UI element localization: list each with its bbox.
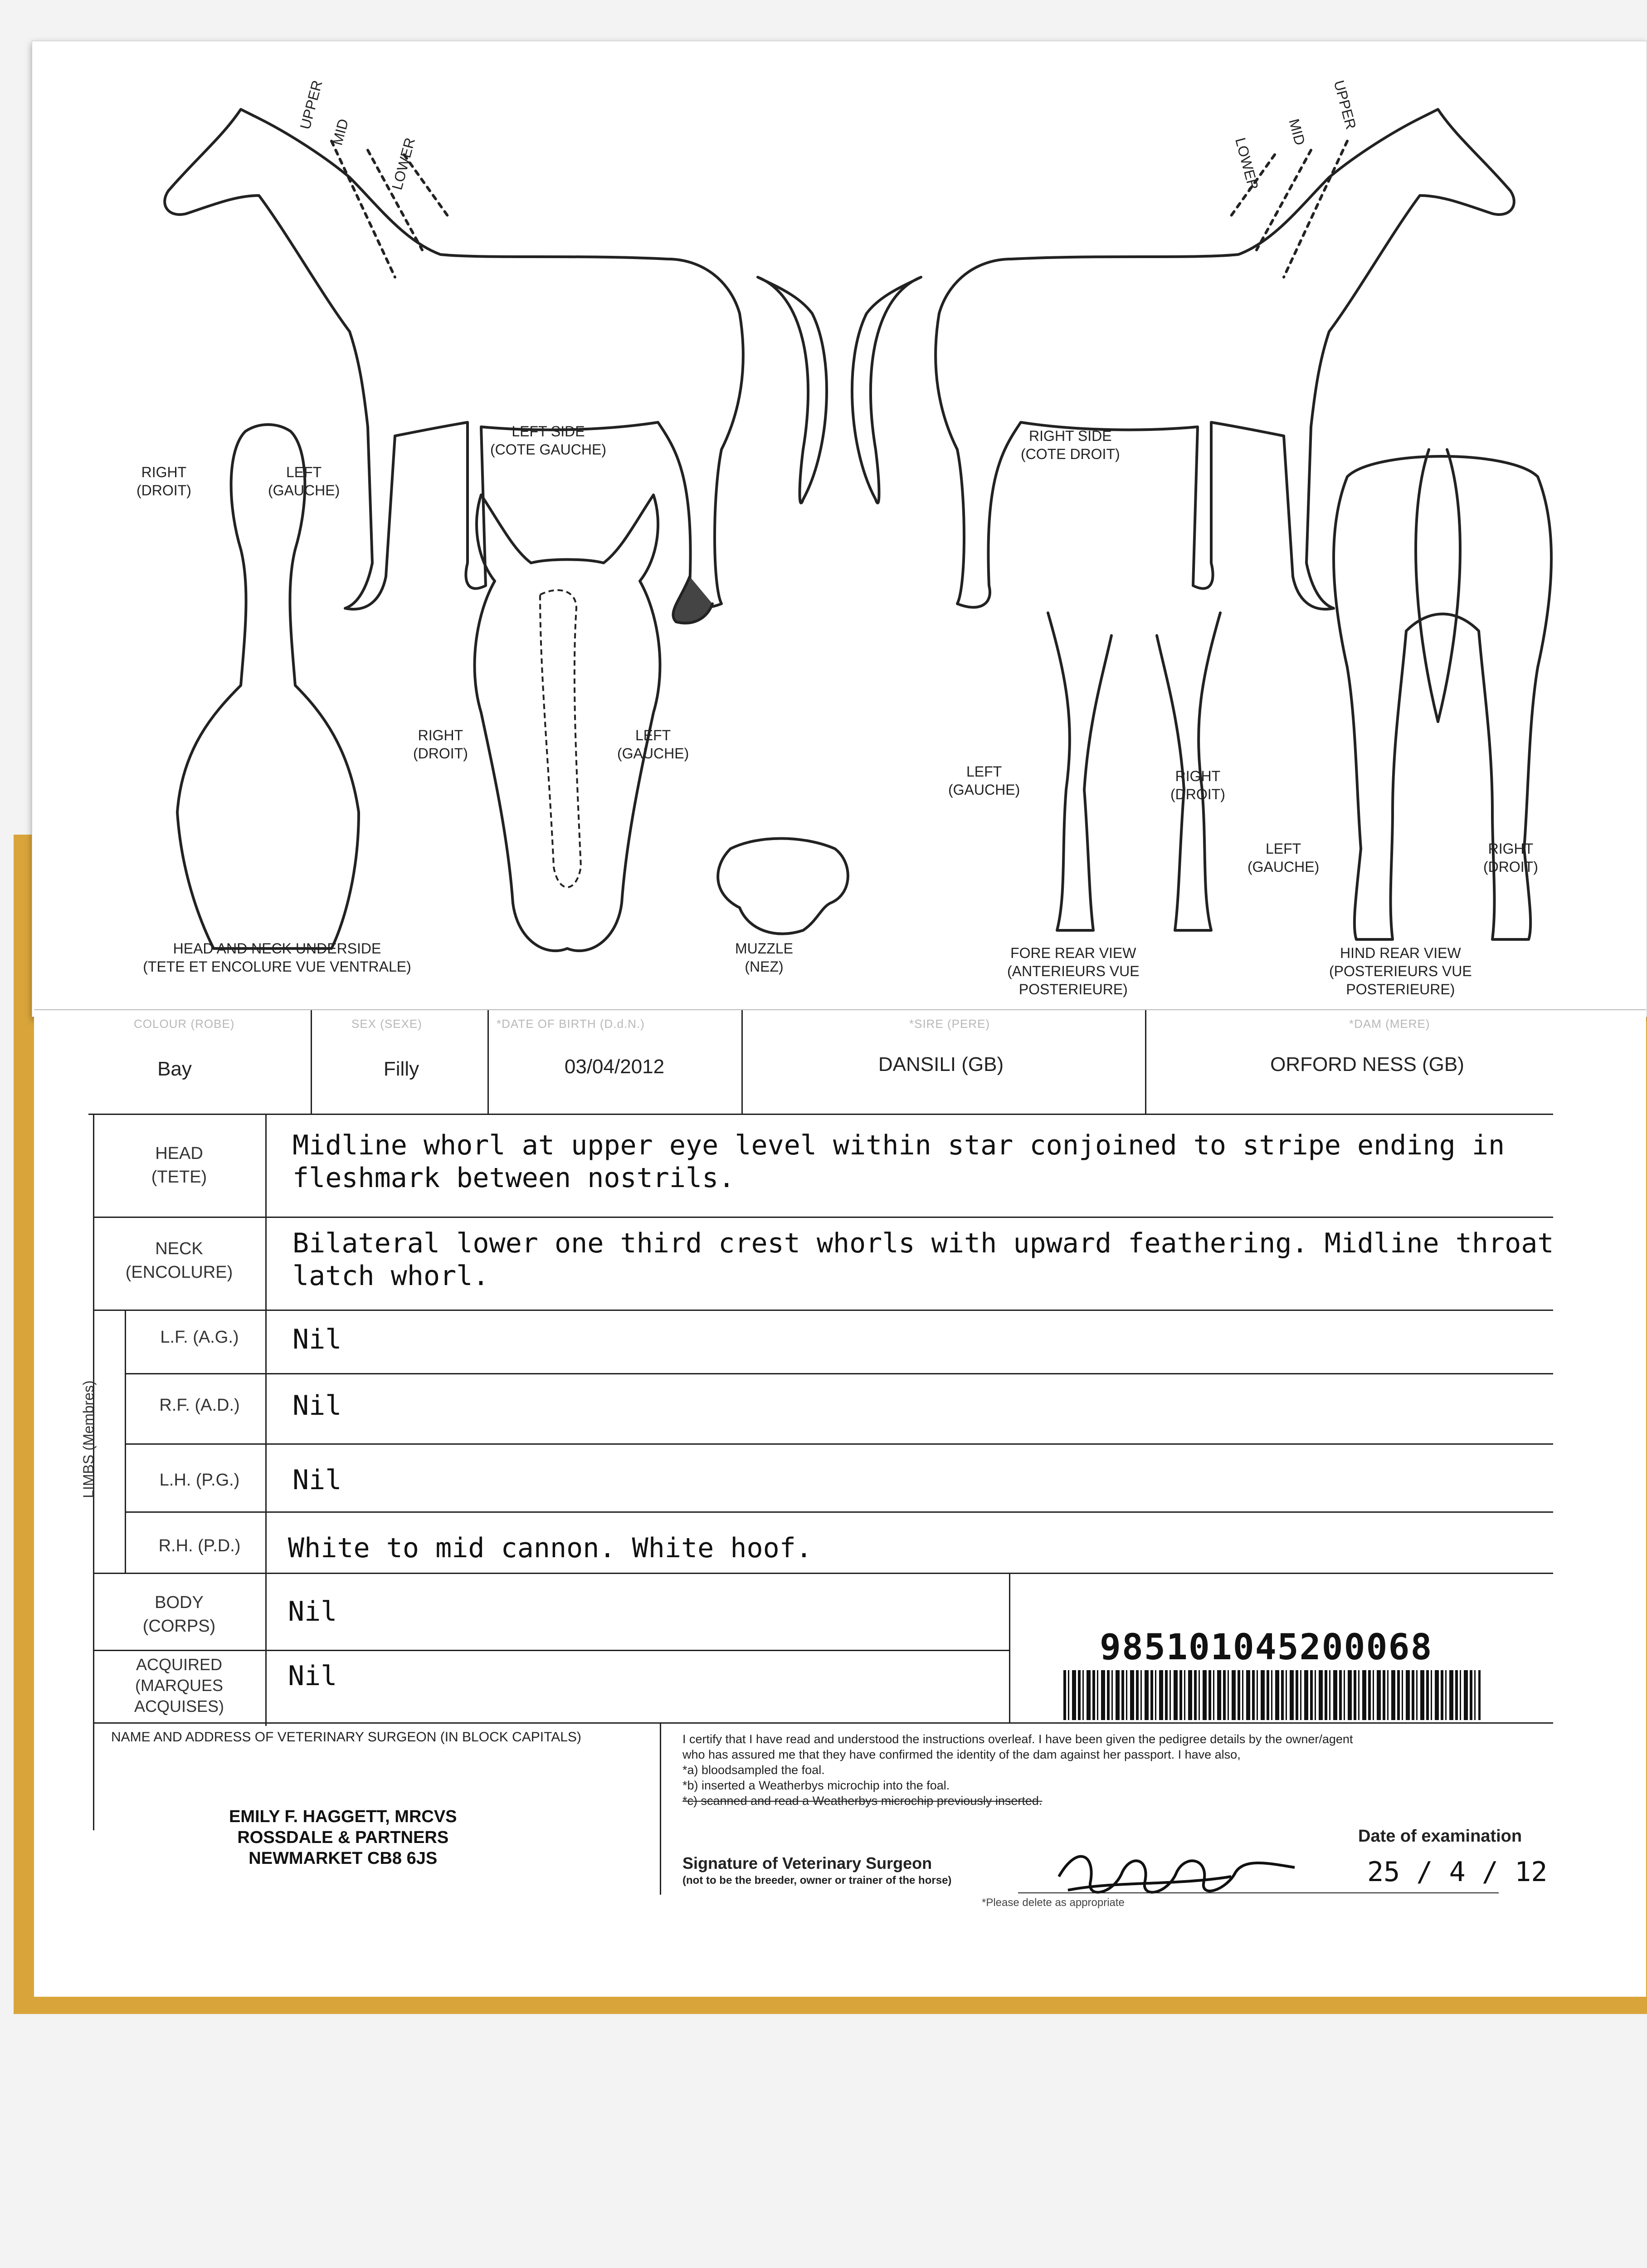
exam-date <box>1367 1856 1547 1888</box>
sex-header: SEX (SEXE) <box>351 1017 422 1031</box>
fore-right-label: RIGHT (DROIT) <box>1170 768 1225 802</box>
label-column-rule <box>265 1114 267 1726</box>
lf-marking-text: Nil <box>292 1324 342 1355</box>
date-label: Date of examination <box>1358 1827 1522 1846</box>
head-left-label: LEFT (GAUCHE) <box>617 727 689 762</box>
vet-section-rule <box>93 1722 1553 1724</box>
head-marking-text: Midline whorl at upper eye level within star conjoined to stripe ending in fleshmark between nostrils. <box>292 1129 1505 1194</box>
head-right-label: RIGHT (DROIT) <box>413 727 468 762</box>
colour-header: COLOUR (ROBE) <box>134 1017 235 1031</box>
right-side-label: RIGHT SIDE (COTE DROIT) <box>1021 428 1120 462</box>
rf-marking-text: Nil <box>292 1390 342 1422</box>
certify-text: I certify that I have read and understood the instructions overleaf. I have been given the pedigree details by the owner/agent who has assured me that they have confirmed the identity of the dam against her passport. I have also, *a) bloodsampled the foal. *b) inserted a Weatherbys microchip into the foal. *c) scanned and read a Weatherbys microchip previously inserted. <box>682 1732 1353 1808</box>
left-side-label: LEFT SIDE (COTE GAUCHE) <box>490 423 606 458</box>
exam-date-month: 4 <box>1449 1856 1466 1888</box>
vet-divider <box>660 1722 661 1895</box>
fore-left-label: LEFT (GAUCHE) <box>948 763 1020 798</box>
neck-zone-upper-right: UPPER <box>1330 78 1360 131</box>
neck-rule <box>93 1310 1553 1311</box>
dam-header: *DAM (MERE) <box>1349 1017 1430 1031</box>
signature-line <box>1018 1892 1499 1893</box>
hind-rear-view-label: HIND REAR VIEW (POSTERIEURS VUE POSTERIEURE) <box>1329 945 1472 997</box>
acquired-marking-text: Nil <box>288 1660 337 1692</box>
lh-label: L.H. (P.G.) <box>159 1471 240 1490</box>
hind-right-label: RIGHT (DROIT) <box>1483 841 1538 875</box>
limbs-group-rule <box>125 1310 126 1573</box>
neck-marking-text: Bilateral lower one third crest whorls with upward feathering. Midline throat latch whorl. <box>292 1227 1554 1292</box>
head-neck-underside-label: HEAD AND NECK UNDERSIDE (TETE ET ENCOLURE VUE VENTRALE) <box>143 940 411 975</box>
fore-rear-view-label: FORE REAR VIEW (ANTERIEURS VUE POSTERIEURE) <box>1007 945 1140 997</box>
sex-value: Filly <box>383 1058 419 1080</box>
neck-label: NECK (ENCOLURE) <box>125 1239 233 1282</box>
rf-label: R.F. (A.D.) <box>159 1396 240 1415</box>
hind-left-label: LEFT (GAUCHE) <box>1247 841 1320 875</box>
vet-name-label: NAME AND ADDRESS OF VETERINARY SURGEON (IN BLOCK CAPITALS) <box>111 1730 581 1745</box>
id-bottom-rule <box>88 1114 1553 1115</box>
id-divider-4 <box>1145 1010 1146 1114</box>
body-marking-text: Nil <box>288 1596 337 1628</box>
lf-rule <box>125 1373 1553 1374</box>
body-label: BODY (CORPS) <box>142 1593 216 1636</box>
neck-zone-mid-right: MID <box>1286 117 1309 147</box>
dob-value: 03/04/2012 <box>564 1056 665 1078</box>
neck-zone-lower-right: LOWER <box>1232 136 1262 192</box>
neck-zone-upper: UPPER <box>297 78 326 131</box>
diagram-page <box>32 41 1647 1017</box>
sire-value: DANSILI (GB) <box>878 1053 1004 1075</box>
left-side-horse-outline <box>165 109 827 623</box>
rh-label: R.H. (P.D.) <box>158 1536 241 1555</box>
delete-note: *Please delete as appropriate <box>982 1897 1125 1909</box>
lh-marking-text: Nil <box>292 1464 342 1496</box>
neck-zone-lower: LOWER <box>389 136 419 192</box>
head-front-outline <box>475 495 660 951</box>
id-divider-2 <box>487 1010 489 1114</box>
exam-date-sep-2: / <box>1481 1856 1515 1888</box>
exam-date-sep-1: / <box>1416 1856 1449 1888</box>
horse-outline-diagram <box>32 41 1647 1017</box>
muzzle-label: MUZZLE (NEZ) <box>735 940 793 975</box>
exam-date-year: 12 <box>1515 1856 1548 1888</box>
microchip-number: 985101045200068 <box>1100 1627 1433 1668</box>
rf-rule <box>125 1443 1553 1445</box>
id-divider-3 <box>741 1010 743 1114</box>
head-rule <box>93 1217 1553 1218</box>
microchip-barcode <box>1063 1670 1481 1720</box>
vet-stamp: EMILY F. HAGGETT, MRCVS ROSSDALE & PARTNERS NEWMARKET CB8 6JS <box>229 1807 457 1868</box>
underside-right-label: RIGHT (DROIT) <box>136 464 191 499</box>
neck-zone-mid: MID <box>329 117 352 147</box>
dam-value: ORFORD NESS (GB) <box>1270 1053 1464 1075</box>
lh-rule <box>125 1511 1553 1513</box>
exam-date-day: 25 <box>1367 1856 1400 1888</box>
signature-note: (not to be the breeder, owner or trainer of the horse) <box>682 1874 952 1887</box>
colour-value: Bay <box>157 1058 192 1080</box>
id-divider-1 <box>311 1010 312 1114</box>
dob-header: *DATE OF BIRTH (D.d.N.) <box>497 1017 645 1031</box>
form-page <box>34 1009 1646 1997</box>
underside-left-label: LEFT (GAUCHE) <box>268 464 340 499</box>
head-underside-outline <box>177 425 359 948</box>
lf-label: L.F. (A.G.) <box>160 1328 239 1347</box>
sire-header: *SIRE (PERE) <box>909 1017 990 1031</box>
hind-tail-outline <box>1416 450 1460 722</box>
rh-marking-text: White to mid cannon. White hoof. <box>288 1532 812 1564</box>
body-rule <box>93 1650 1009 1651</box>
head-label: HEAD (TETE) <box>151 1144 207 1187</box>
muzzle-outline <box>718 839 848 934</box>
limbs-group-label: LIMBS (Membres) <box>80 1380 97 1498</box>
body-right-rule <box>1009 1573 1010 1722</box>
signature-label: Signature of Veterinary Surgeon <box>682 1854 932 1872</box>
stripe-marking <box>540 590 581 887</box>
acquired-label: ACQUIRED (MARQUES ACQUISES) <box>134 1655 224 1716</box>
rh-rule <box>93 1573 1553 1574</box>
